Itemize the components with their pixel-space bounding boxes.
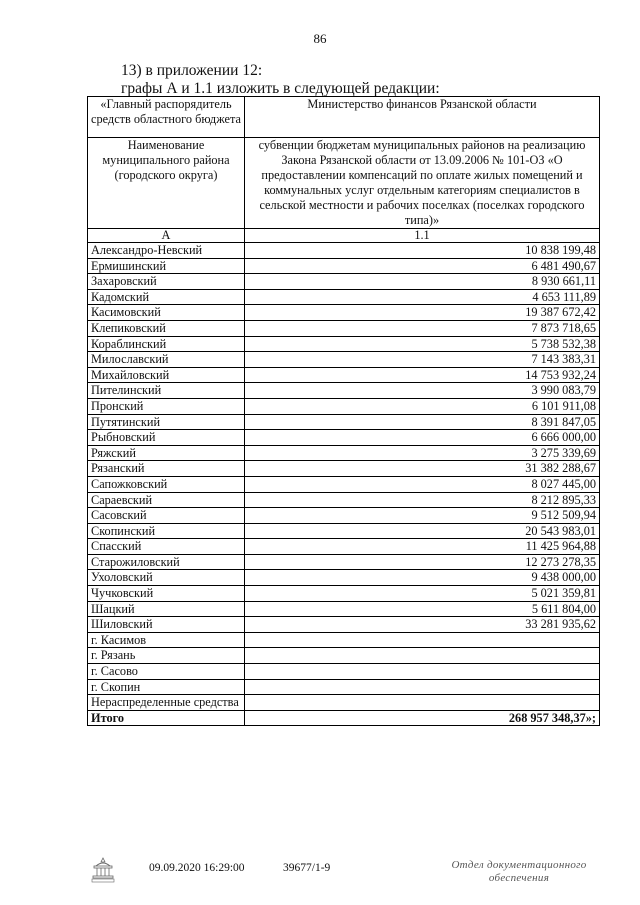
municipality-name: г. Касимов bbox=[88, 632, 245, 648]
table-row bbox=[88, 383, 600, 399]
table-row bbox=[88, 243, 600, 259]
municipality-name: Ухоловский bbox=[88, 570, 245, 586]
table-row bbox=[88, 430, 600, 446]
footer-datetime: 09.09.2020 16:29:00 bbox=[149, 862, 245, 874]
table-row bbox=[88, 648, 600, 664]
municipality-name: Ряжский bbox=[88, 445, 245, 461]
table-row bbox=[88, 586, 600, 602]
municipality-name: Шацкий bbox=[88, 601, 245, 617]
subsidy-amount: 7 873 718,65 bbox=[245, 320, 600, 336]
subsidy-amount: 6 481 490,67 bbox=[245, 258, 600, 274]
total-amount: 268 957 348,37»; bbox=[245, 711, 600, 726]
municipality-name: Путятинский bbox=[88, 414, 245, 430]
subsidy-amount bbox=[245, 632, 600, 648]
municipality-name: Ермишинский bbox=[88, 258, 245, 274]
table-row bbox=[88, 305, 600, 321]
municipality-name: Нераспределенные средства bbox=[88, 695, 245, 711]
subsidy-amount: 31 382 288,67 bbox=[245, 461, 600, 477]
subsidy-amount: 4 653 111,89 bbox=[245, 289, 600, 305]
municipality-name: Чучковский bbox=[88, 586, 245, 602]
municipality-name: Пронский bbox=[88, 398, 245, 414]
municipality-name: Кораблинский bbox=[88, 336, 245, 352]
subsidy-amount: 3 275 339,69 bbox=[245, 445, 600, 461]
table-row bbox=[88, 601, 600, 617]
column-index-row bbox=[88, 229, 600, 243]
subsidy-amount: 7 143 383,31 bbox=[245, 352, 600, 368]
footer-doc-number: 39677/1-9 bbox=[283, 862, 331, 874]
subsidy-amount bbox=[245, 664, 600, 680]
table-row bbox=[88, 445, 600, 461]
table-row bbox=[88, 289, 600, 305]
subsidy-amount: 33 281 935,62 bbox=[245, 617, 600, 633]
table-row bbox=[88, 414, 600, 430]
table-row bbox=[88, 508, 600, 524]
table-row bbox=[88, 461, 600, 477]
subsidy-amount: 10 838 199,48 bbox=[245, 243, 600, 259]
duma-building-icon bbox=[90, 856, 116, 884]
column-index-a: А bbox=[88, 229, 245, 243]
municipality-name: Михайловский bbox=[88, 367, 245, 383]
municipality-name: Пителинский bbox=[88, 383, 245, 399]
subsidy-amount: 8 930 661,11 bbox=[245, 274, 600, 290]
table-row bbox=[88, 320, 600, 336]
subsidy-amount: 8 391 847,05 bbox=[245, 414, 600, 430]
municipality-name: Александро-Невский bbox=[88, 243, 245, 259]
municipality-name: Захаровский bbox=[88, 274, 245, 290]
subsidy-amount: 19 387 672,42 bbox=[245, 305, 600, 321]
table-row bbox=[88, 664, 600, 680]
header-row bbox=[88, 138, 600, 229]
table-row bbox=[88, 695, 600, 711]
municipality-name: Скопинский bbox=[88, 523, 245, 539]
subsidy-amount: 20 543 983,01 bbox=[245, 523, 600, 539]
distributor-label: «Главный распорядитель средств областного бюджета bbox=[88, 97, 245, 138]
subsidy-amount bbox=[245, 679, 600, 695]
table-row bbox=[88, 570, 600, 586]
table-row bbox=[88, 492, 600, 508]
municipality-name: Рязанский bbox=[88, 461, 245, 477]
table-row bbox=[88, 632, 600, 648]
total-row bbox=[88, 711, 600, 726]
department-stamp: Отдел документационного обеспечения bbox=[451, 859, 587, 884]
subsidy-table bbox=[87, 96, 600, 726]
distributor-value: Министерство финансов Рязанской области bbox=[245, 97, 600, 138]
table-row bbox=[88, 476, 600, 492]
subsidy-amount: 8 027 445,00 bbox=[245, 476, 600, 492]
municipality-name: Сараевский bbox=[88, 492, 245, 508]
subsidy-amount: 12 273 278,35 bbox=[245, 554, 600, 570]
subsidy-amount: 8 212 895,33 bbox=[245, 492, 600, 508]
municipality-name: г. Скопин bbox=[88, 679, 245, 695]
column-index-b: 1.1 bbox=[245, 229, 600, 243]
municipality-name: Кадомский bbox=[88, 289, 245, 305]
municipality-name: Клепиковский bbox=[88, 320, 245, 336]
page-number: 86 bbox=[313, 31, 327, 46]
subsidy-amount: 11 425 964,88 bbox=[245, 539, 600, 555]
subsidy-amount bbox=[245, 648, 600, 664]
table-row bbox=[88, 679, 600, 695]
subsidy-header: субвенции бюджетам муниципальных районов на реализацию Закона Рязанской области от 13.09.2006 № 101-ОЗ «О предоставлении компенсаций по оплате жилых помещений и коммунальных услуг отдельным категориям специалистов в сельской местности и рабочих поселках (поселках городского типа)» bbox=[245, 138, 600, 229]
municipality-name: Сапожковский bbox=[88, 476, 245, 492]
total-label: Итого bbox=[88, 711, 245, 726]
table-row bbox=[88, 617, 600, 633]
municipality-name: Шиловский bbox=[88, 617, 245, 633]
municipality-name: Спасский bbox=[88, 539, 245, 555]
municipality-name: Рыбновский bbox=[88, 430, 245, 446]
subsidy-amount bbox=[245, 695, 600, 711]
municipality-name: г. Рязань bbox=[88, 648, 245, 664]
subsidy-amount: 9 512 509,94 bbox=[245, 508, 600, 524]
subsidy-amount: 9 438 000,00 bbox=[245, 570, 600, 586]
subsidy-amount: 5 021 359,81 bbox=[245, 586, 600, 602]
table-row bbox=[88, 274, 600, 290]
municipality-name: Касимовский bbox=[88, 305, 245, 321]
table-row bbox=[88, 336, 600, 352]
municipality-name: Сасовский bbox=[88, 508, 245, 524]
amendment-instruction: графы А и 1.1 изложить в следующей редакции: bbox=[121, 80, 440, 97]
table-row bbox=[88, 554, 600, 570]
table-row bbox=[88, 367, 600, 383]
table-row bbox=[88, 539, 600, 555]
table-row bbox=[88, 523, 600, 539]
subsidy-amount: 5 738 532,38 bbox=[245, 336, 600, 352]
subsidy-amount: 14 753 932,24 bbox=[245, 367, 600, 383]
table-row bbox=[88, 398, 600, 414]
subsidy-amount: 3 990 083,79 bbox=[245, 383, 600, 399]
municipality-name: г. Сасово bbox=[88, 664, 245, 680]
subsidy-amount: 6 101 911,08 bbox=[245, 398, 600, 414]
municipality-header: Наименование муниципального района (городского округа) bbox=[88, 138, 245, 229]
table-row bbox=[88, 258, 600, 274]
distributor-row bbox=[88, 97, 600, 138]
municipality-name: Милославский bbox=[88, 352, 245, 368]
municipality-name: Старожиловский bbox=[88, 554, 245, 570]
subsidy-amount: 5 611 804,00 bbox=[245, 601, 600, 617]
table-row bbox=[88, 352, 600, 368]
subsidy-amount: 6 666 000,00 bbox=[245, 430, 600, 446]
amendment-line: 13) в приложении 12: bbox=[121, 62, 263, 79]
